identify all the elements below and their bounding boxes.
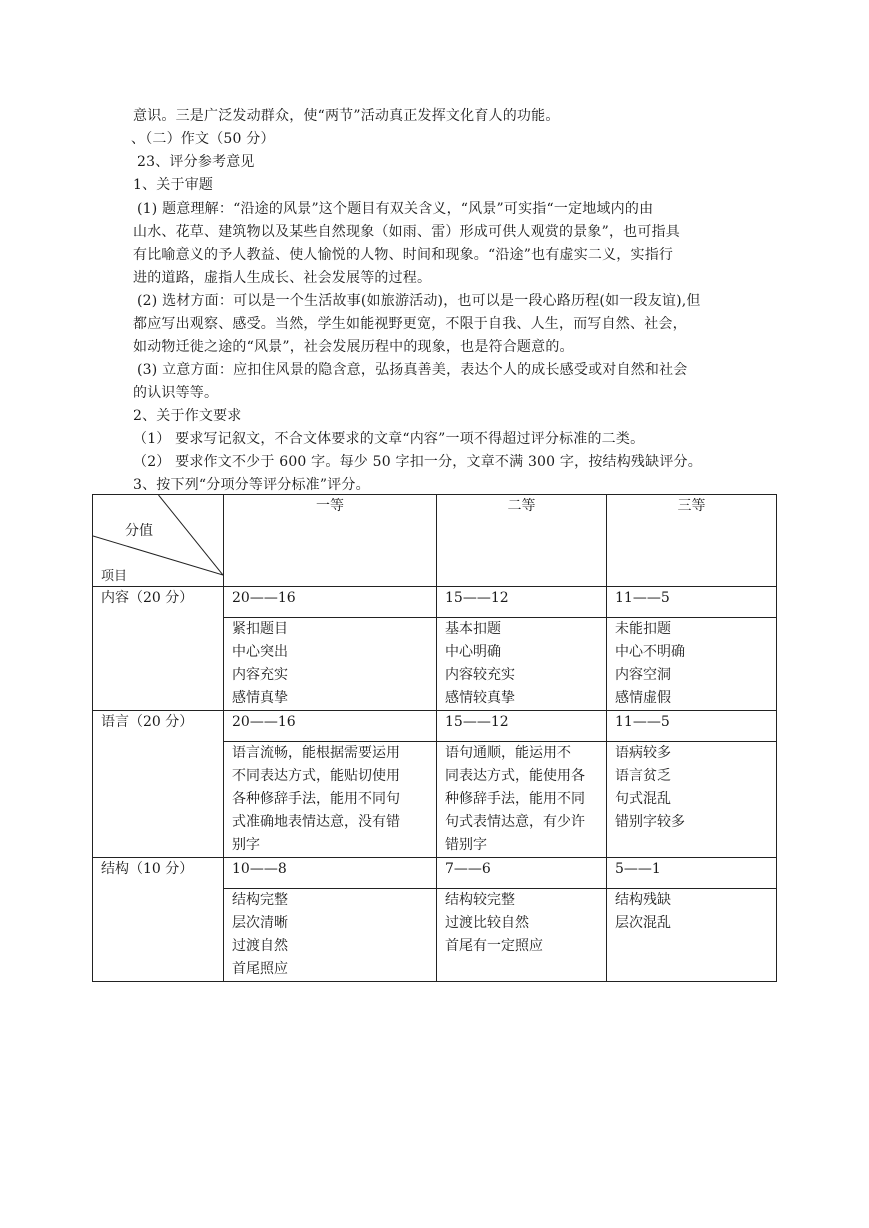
- diagonal-header-cell: [93, 495, 224, 587]
- table-row: [93, 711, 777, 742]
- criteria-line: 各种修辞手法，能用不同句: [232, 791, 400, 807]
- criteria-cell: [607, 889, 777, 982]
- criteria-line: 别字: [232, 837, 260, 853]
- criteria-line: 层次混乱: [615, 915, 671, 931]
- score-range-cell: 15——12: [437, 711, 607, 742]
- criteria-line: 结构完整: [232, 892, 288, 908]
- criteria-cell: [224, 618, 437, 711]
- row-item-label: 结构（10 分）: [93, 858, 224, 982]
- text-line: 进的道路，虚指人生成长、社会发展等的过程。: [133, 270, 432, 286]
- criteria-line: 未能扣题: [615, 621, 671, 637]
- subsection-heading: 1、关于审题: [133, 177, 214, 193]
- criteria-line: 句式混乱: [615, 791, 671, 807]
- corner-item-label: 项目: [101, 569, 128, 584]
- criteria-line: 过渡比较自然: [445, 915, 529, 931]
- criteria-line: 错别字: [445, 837, 487, 853]
- criteria-line: 中心明确: [445, 644, 501, 660]
- criteria-line: 过渡自然: [232, 938, 288, 954]
- header-cell: 二等: [437, 495, 607, 587]
- criteria-line: 句式表情达意，有少许: [445, 814, 585, 830]
- table-row: [93, 858, 777, 889]
- criteria-line: 语言流畅，能根据需要运用: [232, 745, 400, 761]
- scoring-table: [92, 494, 777, 982]
- header-cell: 一等: [224, 495, 437, 587]
- criteria-cell: [437, 618, 607, 711]
- criteria-cell: [224, 742, 437, 858]
- criteria-line: 层次清晰: [232, 915, 288, 931]
- criteria-line: 式准确地表情达意，没有错: [232, 814, 400, 830]
- criteria-cell: [607, 618, 777, 711]
- score-range-cell: 11——5: [607, 587, 777, 618]
- criteria-line: 内容较充实: [445, 667, 515, 683]
- criteria-line: 语病较多: [615, 745, 671, 761]
- score-range-cell: 20——16: [224, 587, 437, 618]
- score-range-cell: 11——5: [607, 711, 777, 742]
- text-line: 3、按下列“分项分等评分标准”评分。: [133, 477, 370, 493]
- criteria-line: 结构较完整: [445, 892, 515, 908]
- table-header-row: [93, 495, 777, 587]
- criteria-cell: [437, 889, 607, 982]
- text-line: (1) 题意理解：“沿途的风景”这个题目有双关含义，“风景”可实指“一定地域内的由: [137, 201, 654, 217]
- criteria-cell: [437, 742, 607, 858]
- criteria-cell: [607, 742, 777, 858]
- header-cell: 三等: [607, 495, 777, 587]
- row-item-label: 语言（20 分）: [93, 711, 224, 858]
- criteria-line: 中心不明确: [615, 644, 685, 660]
- criteria-line: 错别字较多: [615, 814, 685, 830]
- criteria-line: 中心突出: [232, 644, 288, 660]
- criteria-line: 紧扣题目: [232, 621, 288, 637]
- text-line: （1） 要求写记叙文，不合文体要求的文章“内容”一项不得超过评分标准的二类。: [133, 431, 645, 447]
- criteria-line: 感情较真挚: [445, 690, 515, 706]
- text-line: （2） 要求作文不少于 600 字。每少 50 字扣一分，文章不满 300 字，按结构残缺评分。: [133, 454, 702, 470]
- score-range-cell: 15——12: [437, 587, 607, 618]
- text-line: 有比喻意义的予人教益、使人愉悦的人物、时间和现象。“沿途”也有虚实二义，实指行: [133, 247, 674, 263]
- score-range-cell: 5——1: [607, 858, 777, 889]
- table-row: [93, 587, 777, 618]
- text-line: 都应写出观察、感受。当然，学生如能视野更宽，不限于自我、人生，而写自然、社会，: [133, 316, 687, 332]
- text-line: 山水、花草、建筑物以及某些自然现象（如雨、雷）形成可供人观赏的景象”，也可指具: [133, 224, 680, 240]
- question-heading: 23、评分参考意见: [137, 154, 255, 170]
- criteria-line: 语言贫乏: [615, 768, 671, 784]
- criteria-line: 不同表达方式，能贴切使用: [232, 768, 400, 784]
- criteria-line: 同表达方式，能使用各: [445, 768, 585, 784]
- criteria-line: 内容空洞: [615, 667, 671, 683]
- criteria-line: 感情虚假: [615, 690, 671, 706]
- criteria-line: 种修辞手法，能用不同: [445, 791, 585, 807]
- row-item-label: 内容（20 分）: [93, 587, 224, 711]
- score-range-cell: 20——16: [224, 711, 437, 742]
- text-line: (2) 选材方面：可以是一个生活故事(如旅游活动)，也可以是一段心路历程(如一段友谊),但: [137, 293, 701, 309]
- score-range-cell: 7——6: [437, 858, 607, 889]
- corner-value-label: 分值: [125, 523, 153, 539]
- text-line: 的认识等等。: [133, 385, 219, 401]
- score-range-cell: 10——8: [224, 858, 437, 889]
- criteria-line: 首尾有一定照应: [445, 938, 543, 954]
- text-line: (3) 立意方面：应扣住风景的隐含意，弘扬真善美，表达个人的成长感受或对自然和社会: [137, 362, 688, 378]
- text-line: 意识。三是广泛发动群众，使“两节”活动真正发挥文化育人的功能。: [133, 108, 560, 124]
- criteria-line: 首尾照应: [232, 961, 288, 977]
- criteria-line: 内容充实: [232, 667, 288, 683]
- criteria-line: 基本扣题: [445, 621, 501, 637]
- criteria-line: 结构残缺: [615, 892, 671, 908]
- subsection-heading: 2、关于作文要求: [133, 408, 242, 424]
- criteria-cell: [224, 889, 437, 982]
- criteria-line: 感情真挚: [232, 690, 288, 706]
- criteria-line: 语句通顺，能运用不: [445, 745, 571, 761]
- text-line: 如动物迁徙之途的“风景”，社会发展历程中的现象，也是符合题意的。: [133, 339, 574, 355]
- section-heading: 、（二）作文（50 分）: [131, 131, 275, 147]
